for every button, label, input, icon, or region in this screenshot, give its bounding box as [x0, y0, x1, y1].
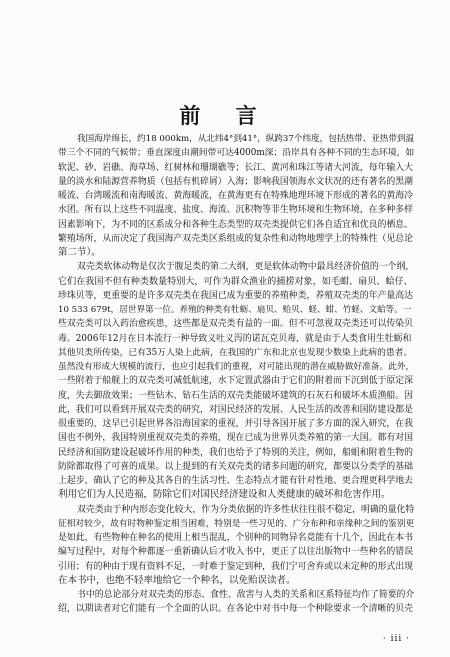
body-line: 利用它们为人民造福，防除它们对国民经济建设和人类健康的破坏和危害作用。 [58, 489, 391, 501]
body-line: 暖流、台湾暖流和南海暖流、黄海暖流，在黄海更有在特殊地理环境下形成的著名的黄海冷 [58, 191, 413, 201]
body-line: 编写过程中，对每个种都逐一重新确认后才收入书中，更正了以往出版物中一些种名的错误 [58, 547, 413, 558]
body-line: 第二节）。 [58, 247, 101, 258]
body-line: 防除都取得了可喜的成果。以上提到的有关双壳类的诸多问题的研究，都要以分类学的基础 [58, 461, 413, 472]
body-line: 毒。2006年12月在日本流行一种导致义吐义泻的诺瓦克贝毒，就是由于人类食用生牡蛎和 [58, 333, 412, 344]
page-title: 前 言 [179, 103, 271, 128]
body-line: 10 533 679t，居世界第一位。养殖的种类有牡蛎、扇贝、贻贝、蛏、蚶、竹蛏、文蛤等。一 [58, 305, 412, 315]
body-line: 此，我们可以看到开展双壳类的研究，对国民经济的发展、人民生活的改善和国防建设都是 [58, 404, 413, 415]
body-line: 绍，以期读者对它们能有一个全面的认识。在各论中对书中每一个种除要求一个清晰的贝壳 [58, 604, 413, 615]
body-line: 在本书中，也绝不轻率地给它一个种名，以免贻误读者。 [58, 574, 296, 586]
body-line: 书中的总论部分对双壳类的形态、食性、敌害与人类的关系和区系特征均作了简要的介 [77, 590, 414, 600]
body-line: 民经济和国防建设起破坏作用的种类，我们也给予了特别的关注，例如，船蛆和附着生物的 [58, 447, 413, 458]
body-line: 我国海岸绵长，约18 000km，从北纬4°到41°，纵跨37个纬度，包括热带、亚热带到温 [77, 134, 414, 144]
body-line: 上起步，确认了它的种及其各自的生活习性、生态特点才能有针对性地、更合理更科学地去 [58, 476, 413, 486]
body-line: 很重要的，这早已引起世界各沿海国家的重视，并引导各国开展了多方面的深入研究，在我 [58, 419, 413, 429]
body-line: 双壳类由于种内形态变化较大，作为分类依据的许多性状往往很不稳定，明确的量化特 [77, 504, 414, 515]
body-line: 软泥、砂、岩礁、海草场、红树林和珊瑚礁等；长江、黄河和珠江等诸大河流，每年输入大 [58, 162, 413, 173]
body-line: 繁殖场所，从而决定了我国海产双壳类区系组成的复杂性和动物地理学上的特殊性（见总论 [58, 233, 413, 244]
body-line: 是如此，有些物种在种名的使用上相当混乱，个别种的同物异名竟能有十几个，因此在本书 [58, 533, 413, 543]
body-line: 珍珠贝等，更重要的是许多双壳类在我国已成为重要的养殖种类，养殖双壳类的年产量高达 [58, 290, 413, 301]
body-line: 因素影响下，为不同的区系成分和各种生态类型的双壳类提供它们各自适宜和优良的栖息、 [58, 219, 413, 230]
body-line: 量的淡水和陆源营养物质（包括有机碎屑）入海；影响我国领海水文状况的还有著名的黑潮 [58, 176, 413, 187]
body-line: 其他贝类所传染，已有35万人染上此病，在我国的广东和北京也发现少数染上此病的患者。 [58, 347, 413, 358]
body-line: 水团。所有以上这些不同温度、盐度、海流、沉积物等非生物环境和生物环境，在多种多样 [58, 205, 413, 216]
page-number: · iii · [382, 634, 410, 644]
body-line: 它们在我国不但有种类数量特别大，可作为群众渔业的捕捞对象，如毛蚶、扇贝、蛤仔、 [58, 276, 413, 287]
body-line: 一些附着于船舰上的双壳类可减低航速，水下定置武器由于它们的附着而下沉到低于原定深 [58, 376, 413, 387]
body-line: 带三个不同的气候带；垂直深度由潮间带可达4000m深；沿岸具有各种不同的生态环境，如 [58, 148, 414, 159]
body-line: 些双壳类可以入药治愈疾患，这些都是双壳类有益的一面。但不可忽视双壳类还可以传染贝 [58, 319, 413, 330]
body-line: 引用；有的种由于现有资料不足，一时难于鉴定到种，我们宁可舍弃或以未定种的形式出现 [58, 561, 413, 572]
body-line: 双壳类软体动物是仅次于腹足类的第二大纲，更是软体动物中最具经济价值的一个纲， [77, 262, 414, 273]
body-line: 虽然没有形成大规模的流行，也应引起我们的重视，对可能出现的潜在威胁做好准备。此外， [58, 362, 414, 372]
body-line: 征相对较少，故有时物种鉴定相当困难，特别是一些习见的、广分布种和亲缘种之间的鉴别更 [58, 518, 414, 529]
body-line: 度，失去御敌效果；一些钻木、钻石生活的双壳类能破坏建筑的石灰石和破坏木质渔船。因 [58, 390, 413, 401]
body-line: 国也不例外，我国特别重视双壳类的养殖，现在已成为世界贝类养殖的第一大国。都有对国 [58, 433, 413, 444]
